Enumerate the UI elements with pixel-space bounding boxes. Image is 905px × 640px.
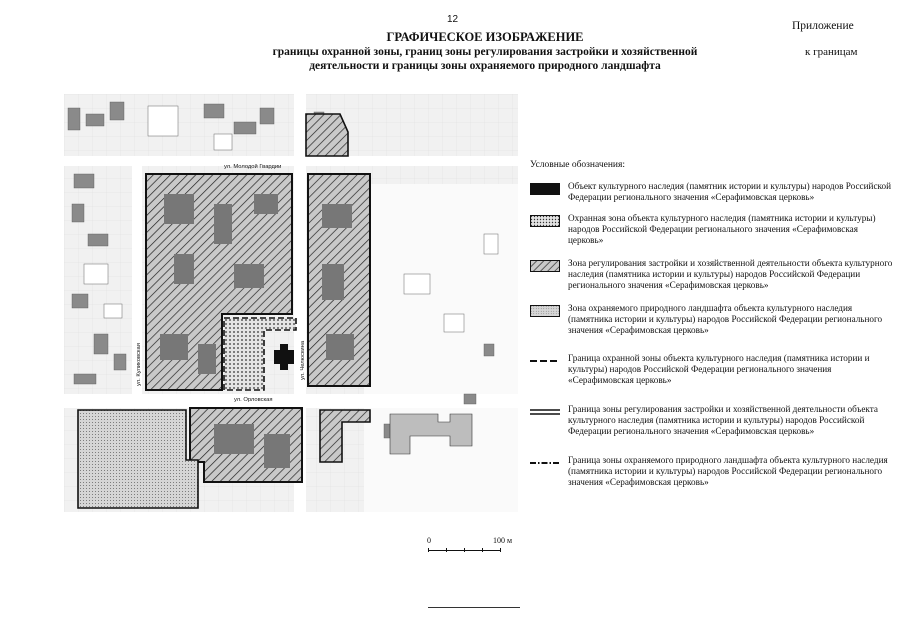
legend-swatch-dash-dot-line xyxy=(530,457,560,469)
appendix-sublabel: к границам xyxy=(805,46,858,58)
legend-item-regulation-boundary xyxy=(530,404,890,444)
legend-text: Объект культурного наследия (памятник истории и культуры) народов Российской Федерации регионального значения «Серафимовская церковь» xyxy=(568,181,892,202)
legend-swatch-double-line xyxy=(530,406,560,418)
document-title xyxy=(225,30,745,74)
legend-item-protection-zone xyxy=(530,213,890,253)
legend-text: Граница зоны регулирования застройки и хозяйственной деятельности объекта культурного наследия (памятника истории и культуры) народов Российской Федерации регионального значения «Серафимовская церковь» xyxy=(568,404,878,436)
legend-swatch-solid xyxy=(530,183,560,195)
legend-swatch-dotted xyxy=(530,215,560,227)
legend-text: Зона охраняемого природного ландшафта объекта культурного наследия (памятника истории и культуры) народов Российской Федерации регионального значения «Серафимовская церковь» xyxy=(568,303,883,335)
scale-tick xyxy=(428,548,429,552)
scale-label-max: 100 м xyxy=(493,536,513,545)
scale-tick xyxy=(482,548,483,552)
base-map-east xyxy=(364,184,518,512)
street-label-molodoy-gvardii: ул. Молодой Гвардии xyxy=(224,164,282,170)
legend-swatch-fine-dotted xyxy=(530,305,560,317)
title-line-1: ГРАФИЧЕСКОЕ ИЗОБРАЖЕНИЕ xyxy=(386,30,584,44)
page-number: 12 xyxy=(446,14,459,25)
legend-text: Охранная зона объекта культурного наследия (памятника истории и культуры) народов Российской Федерации регионального значения «Серафимовская церковь» xyxy=(568,213,876,245)
legend-item-regulation-zone xyxy=(530,258,893,298)
street-label-orlovskaya: ул. Орловская xyxy=(234,397,273,403)
legend-item-protection-boundary xyxy=(530,353,890,393)
legend-item-landscape-boundary xyxy=(530,455,890,495)
legend-text: Граница зоны охраняемого природного ландшафта объекта культурного наследия (памятника истории и культуры) народов Российской Федерации регионального значения «Серафимовская церковь» xyxy=(568,455,888,487)
scale-tick xyxy=(446,548,447,552)
legend-text: Граница охранной зоны объекта культурного наследия (памятника истории и культуры) народов Российской Федерации регионального значения «Серафимовская церковь» xyxy=(568,353,870,385)
legend-item-monument xyxy=(530,181,890,211)
title-line-3: деятельности и границы зоны охраняемого природного ландшафта xyxy=(309,60,661,72)
street-label-chelyuskina: ул. Челюскина xyxy=(300,340,306,380)
regulation-zone-north xyxy=(306,114,348,156)
legend-title: Условные обозначения: xyxy=(530,160,626,170)
legend-item-landscape-zone xyxy=(530,303,890,343)
appendix-label: Приложение xyxy=(792,20,854,32)
title-line-2: границы охранной зоны, границ зоны регулирования застройки и хозяйственной xyxy=(272,45,698,58)
scale-tick xyxy=(500,548,501,552)
legend-text: Зона регулирования застройки и хозяйственной деятельности объекта культурного наследия (памятника истории и культуры) народов Российской Федерации регионального значения «Серафимовская церковь» xyxy=(568,258,893,290)
footnote-separator xyxy=(428,607,520,608)
legend-swatch-dash-line xyxy=(530,355,560,367)
zoning-map xyxy=(64,94,518,512)
scale-tick xyxy=(464,548,465,552)
street-label-kulikovskaya: ул. Куликовская xyxy=(136,343,142,386)
scale-label-zero: 0 xyxy=(427,536,431,545)
legend-swatch-hatched xyxy=(530,260,560,272)
landscape-zone xyxy=(78,410,198,508)
